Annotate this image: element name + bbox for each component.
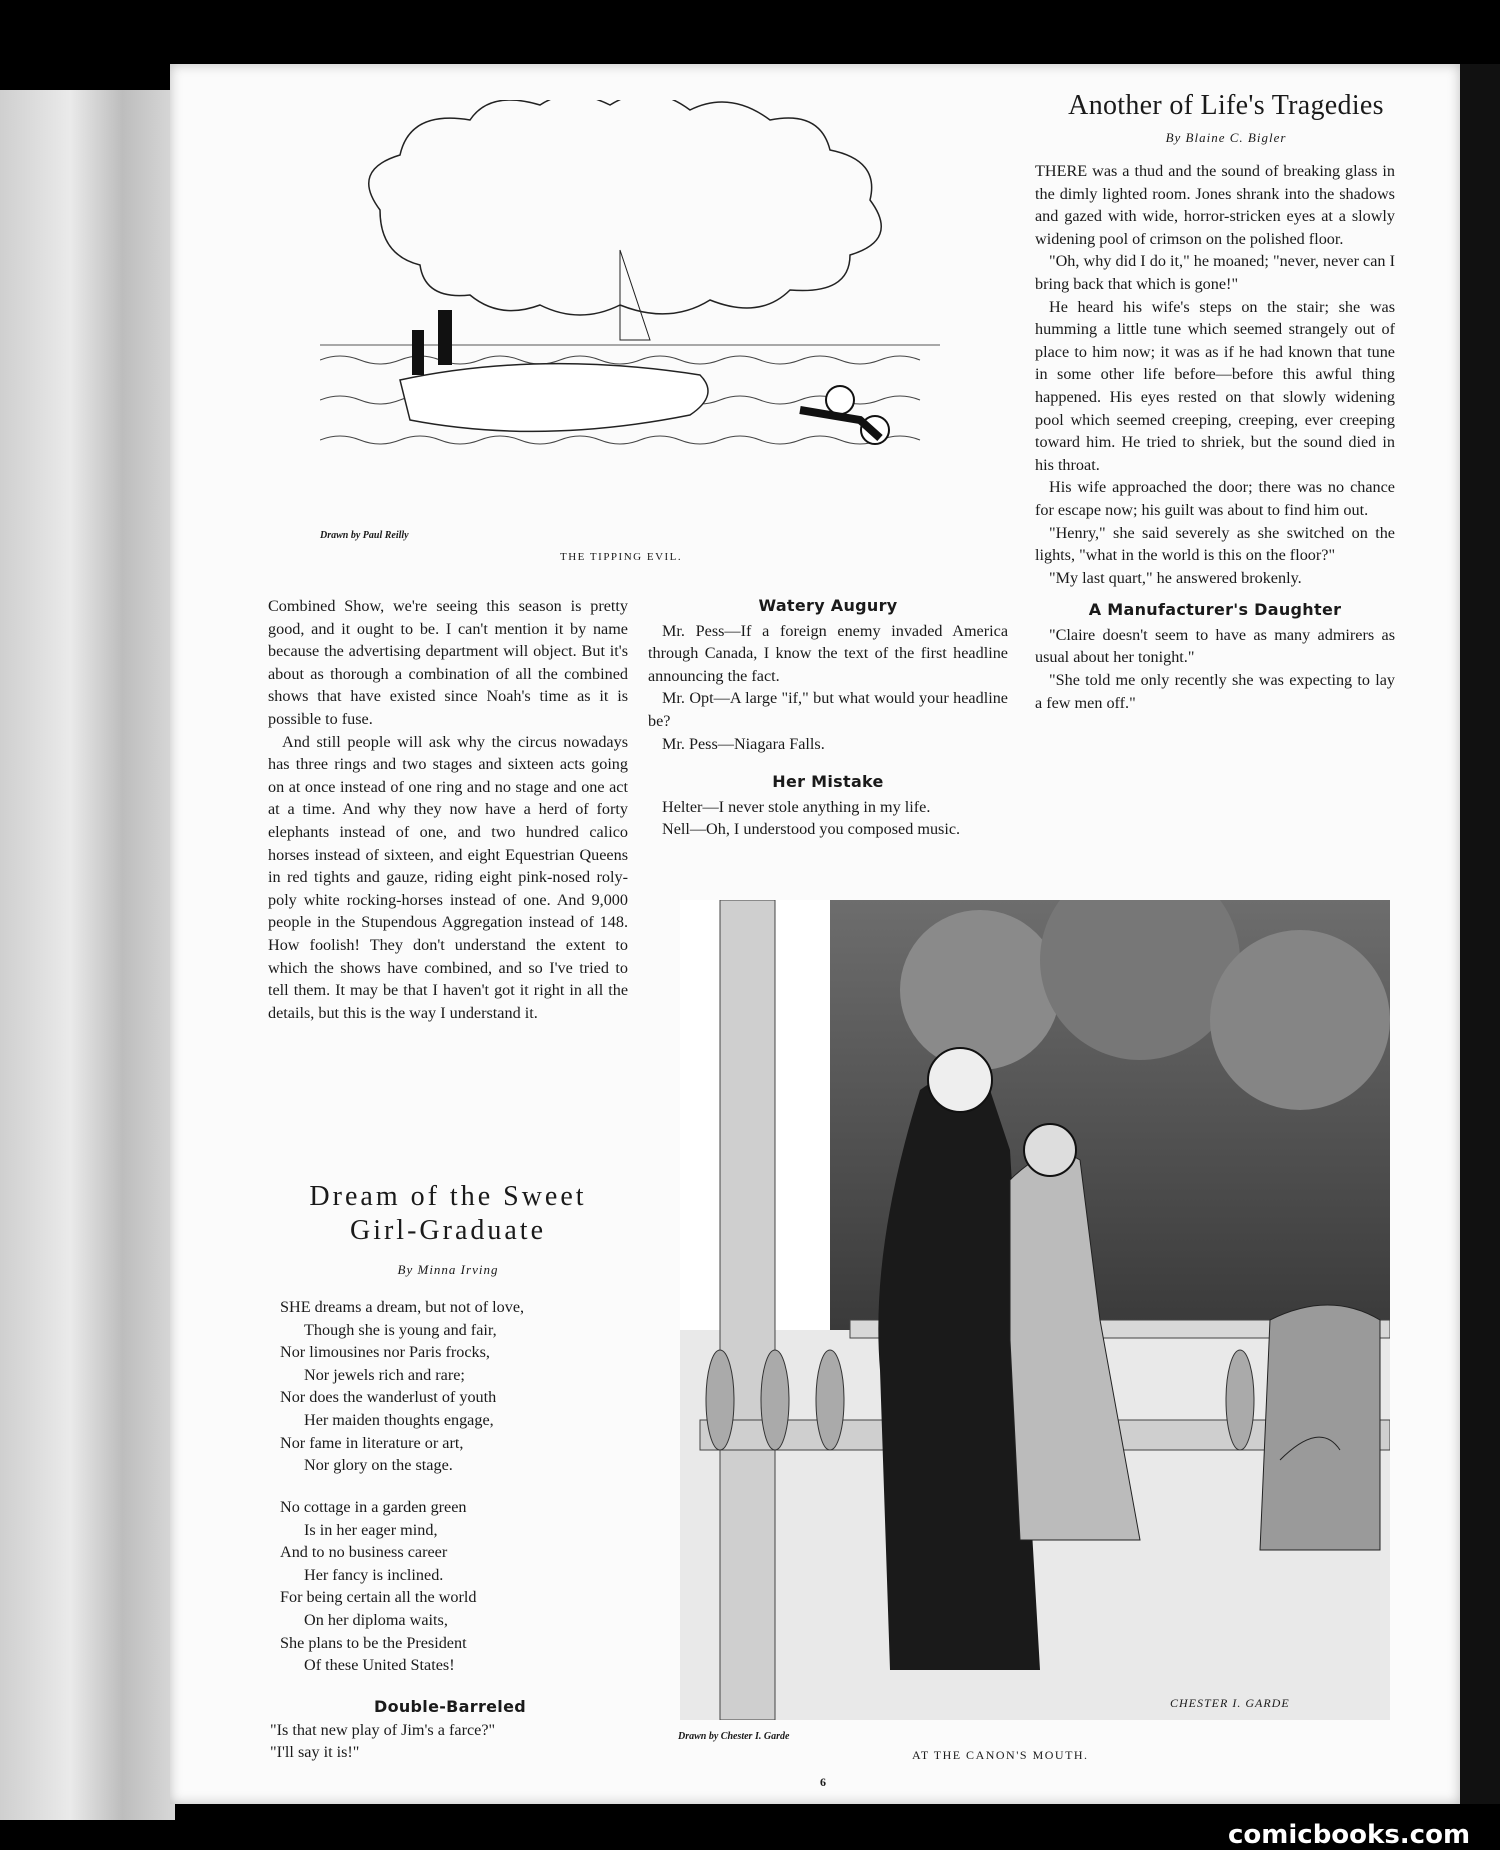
circus-text bbox=[268, 595, 628, 1024]
poem-line: No cottage in a garden green bbox=[280, 1498, 467, 1516]
poem-stanza-1 bbox=[280, 1296, 640, 1477]
poem-line: Is in her eager mind, bbox=[304, 1520, 438, 1539]
cartoon-credit: Drawn by Paul Reilly bbox=[320, 530, 409, 541]
dialogue-line: Helter—I never stole anything in my life. bbox=[662, 797, 931, 816]
poem-line: She plans to be the President bbox=[280, 1633, 467, 1652]
poem-line: Her fancy is inclined. bbox=[304, 1565, 444, 1584]
couple-drawing bbox=[680, 900, 1390, 1720]
paragraph: "Oh, why did I do it," he moaned; "never, never can I bring back that which is gone!" bbox=[1035, 252, 1395, 293]
article-byline: By Blaine C. Bigler bbox=[1165, 130, 1287, 145]
tipping-evil-illustration bbox=[320, 100, 960, 530]
paragraph: "Henry," she said severely as she switched on the lights, "what in the world is this on the floor?" bbox=[1035, 523, 1395, 565]
jokes-column bbox=[648, 595, 1008, 841]
paragraph: And still people will ask why the circus nowadays has three rings and two stages and sixteen acts going on at once instead of one ring and no stage and one act at a time. And why they now have a herd of forty elephants instead of one, and two hundred calico horses instead of sixteen, and eight Equestrian Queens in red tights and gauze, riding eight pink-nosed roly-poly white rocking-horses instead of one. And 9,000 people in the Stupendous Aggregation instead of 148. How foolish! They don't understand the extent to which the shows have combined, and so I've tried to tell them. It may be that I haven't got it right in all the details, but this is the way I understand it. bbox=[268, 732, 628, 1022]
poem-title-line: Girl-Graduate bbox=[349, 1215, 547, 1246]
section-heading: A Manufacturer's Daughter bbox=[1088, 600, 1342, 620]
section-heading: Double-Barreled bbox=[373, 1697, 526, 1716]
poem-line: On her diploma waits, bbox=[304, 1610, 448, 1629]
paragraph: THERE was a thud and the sound of breaking glass in the dimly lighted room. Jones shrank into the shadows and gazed with wide, horror-stricken eyes at a slowly widening pool of crimson on the polished floor. bbox=[1035, 162, 1395, 248]
paragraph: "My last quart," he answered brokenly. bbox=[1049, 568, 1302, 587]
section-heading: Watery Augury bbox=[758, 596, 898, 615]
poem-line: Nor jewels rich and rare; bbox=[304, 1365, 465, 1384]
poem-line: SHE dreams a dream, but not of love, bbox=[280, 1298, 525, 1316]
poem-line: Of these United States! bbox=[304, 1656, 455, 1675]
site-watermark: comicbooks.com bbox=[1228, 1820, 1471, 1850]
poem-title-line: Dream of the Sweet bbox=[309, 1181, 587, 1212]
dialogue-line: Mr. Opt—A large "if," but what would your headline be? bbox=[648, 689, 1008, 730]
double-barreled bbox=[270, 1696, 630, 1764]
poem-line: Nor does the wanderlust of youth bbox=[280, 1388, 497, 1407]
section-heading: Her Mistake bbox=[772, 772, 884, 792]
page-edge bbox=[1460, 64, 1500, 1804]
poem-stanza-2 bbox=[280, 1496, 640, 1677]
dialogue-line: Mr. Pess—Niagara Falls. bbox=[662, 734, 825, 753]
poem-line: Though she is young and fair, bbox=[304, 1320, 497, 1339]
cartoon-caption: AT THE CANON'S MOUTH. bbox=[912, 1748, 1089, 1762]
page-number: 6 bbox=[820, 1775, 826, 1789]
poem-title bbox=[258, 1180, 638, 1248]
paragraph: He heard his wife's steps on the stair; she was humming a little tune which seemed strangely out of place to him now; it was as if he had known that tune in some other life before—before this awful thing happened. His eyes rested on that slowly widening pool which seemed creeping, creeping, ever creeping toward him. He tried to shriek, but the sound died in his throat. bbox=[1035, 297, 1395, 474]
poem-byline: By Minna Irving bbox=[397, 1262, 499, 1277]
poem-line: Nor fame in literature or art, bbox=[280, 1433, 464, 1452]
poem-line: Nor limousines nor Paris frocks, bbox=[280, 1343, 490, 1362]
poem-line: Her maiden thoughts engage, bbox=[304, 1410, 494, 1429]
poem-line: For being certain all the world bbox=[280, 1588, 477, 1607]
paragraph: His wife approached the door; there was no chance for escape now; his guilt was about to find him out. bbox=[1035, 478, 1395, 519]
book-binding bbox=[0, 90, 175, 1820]
dialogue-line: Mr. Pess—If a foreign enemy invaded America through Canada, I know the text of the first headline announcing the fact. bbox=[648, 621, 1008, 685]
dialogue-line: Nell—Oh, I understood you composed music. bbox=[662, 820, 961, 839]
paragraph: Combined Show, we're seeing this season is pretty good, and it ought to be. I can't mention it by name because the advertising department will object. But it's about as thorough a combination of all the combined shows that have existed since Noah's time as it is possible to fuse. bbox=[268, 597, 628, 728]
poem-line: Nor glory on the stage. bbox=[304, 1456, 453, 1475]
canons-mouth-illustration bbox=[680, 900, 1390, 1720]
cartoon-caption: THE TIPPING EVIL. bbox=[560, 551, 683, 563]
paragraph: "Claire doesn't seem to have as many admirers as usual about her tonight." bbox=[1035, 625, 1395, 667]
poem-line: And to no business career bbox=[280, 1543, 448, 1562]
paragraph: "She told me only recently she was expecting to lay a few men off." bbox=[1035, 671, 1395, 712]
article-title: Another of Life's Tragedies bbox=[1068, 90, 1384, 121]
artist-signature: CHESTER I. GARDE bbox=[1170, 1696, 1290, 1710]
dialogue-line: "I'll say it is!" bbox=[270, 1743, 360, 1762]
article-body bbox=[1035, 160, 1395, 714]
dialogue-line: "Is that new play of Jim's a farce?" bbox=[270, 1720, 496, 1739]
cartoon-credit: Drawn by Chester I. Garde bbox=[678, 1731, 790, 1742]
